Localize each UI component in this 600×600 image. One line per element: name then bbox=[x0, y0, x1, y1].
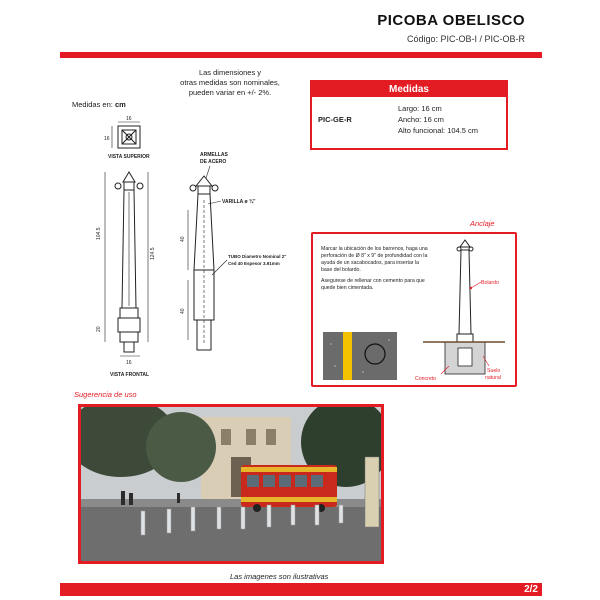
instruction-line: Asegurese de rellenar con cemento para que bbox=[321, 278, 425, 284]
street-scene bbox=[81, 407, 381, 561]
tram bbox=[241, 465, 337, 512]
header-divider bbox=[60, 52, 542, 58]
instruction-line: base del bolardo. bbox=[321, 267, 361, 273]
anclaje-box bbox=[311, 232, 517, 387]
usage-photo bbox=[78, 404, 384, 564]
medidas-box bbox=[310, 80, 508, 150]
instruction-line: quede bien cimentada. bbox=[321, 285, 374, 291]
bolardo-leader bbox=[471, 282, 481, 288]
street bbox=[81, 503, 381, 561]
armellas-label-2: DE ACERO bbox=[200, 159, 227, 165]
instruction-line: ayuda de un sacabocados, para insertar la bbox=[321, 260, 420, 266]
dim-124-5: 124.5 bbox=[150, 247, 156, 260]
anclaje-label: Anclaje bbox=[470, 219, 495, 228]
dim-bottom-16: 16 bbox=[126, 360, 132, 366]
dim-40-b: 40 bbox=[180, 308, 186, 314]
instruction-line: Marcar la ubicación de los barrenos, haga una bbox=[321, 246, 428, 252]
tolerance-note-line: pueden variar en +/- 2%. bbox=[188, 88, 272, 97]
medidas-code: PIC-GE-R bbox=[318, 115, 352, 124]
units-value: cm bbox=[114, 100, 126, 109]
medidas-alto: Alto funcional: 104.5 cm bbox=[398, 126, 479, 135]
vista-superior-label: VISTA SUPERIOR bbox=[108, 154, 150, 160]
footer-bar bbox=[60, 583, 542, 596]
yellow-line bbox=[343, 332, 352, 380]
front-view bbox=[105, 172, 148, 356]
instruction-line: perforación de Ø 8" x 9" de profundidad con la bbox=[321, 253, 428, 259]
armellas-leader bbox=[206, 166, 210, 178]
dim-side-16: 16 bbox=[104, 136, 110, 142]
armellas-label-1: ARMELLAS bbox=[200, 152, 228, 158]
product-code: Código: PIC-OB-I / PIC-OB-R bbox=[406, 34, 525, 44]
tolerance-note-line: otras medidas son nominales, bbox=[180, 78, 280, 87]
dim-104-5: 104.5 bbox=[96, 227, 102, 240]
tree-mid bbox=[146, 412, 216, 482]
section-view bbox=[188, 176, 218, 350]
suelo-label-1: Suelo bbox=[487, 368, 501, 374]
units-label-text: Medidas en: bbox=[72, 100, 113, 109]
varilla-label: VARILLA ø ¾" bbox=[222, 199, 256, 205]
units-label bbox=[72, 100, 126, 109]
tubo-label-2: Ced 40 Espesor 3.91mm bbox=[228, 261, 280, 266]
tubo-label-1: TUBO Diametro Nominal 2" bbox=[228, 254, 287, 259]
installation-diagram bbox=[413, 238, 513, 384]
technical-drawing bbox=[60, 110, 310, 385]
page-number: 2/2 bbox=[524, 584, 538, 595]
product-title: PICOBA OBELISCO bbox=[377, 12, 525, 29]
vista-frontal-label: VISTA FRONTAL bbox=[110, 372, 150, 378]
suelo-label-2: natural bbox=[485, 375, 501, 381]
pavement bbox=[323, 332, 397, 380]
medidas-ancho: Ancho: 16 cm bbox=[398, 115, 444, 124]
tolerance-note-line: Las dimensiones y bbox=[198, 68, 262, 77]
dim-20: 20 bbox=[96, 326, 102, 332]
bolardo-label: Bolardo bbox=[481, 280, 499, 286]
medidas-title: Medidas bbox=[312, 82, 506, 97]
concreto-label: Concreto bbox=[415, 376, 437, 382]
dim-40-a: 40 bbox=[180, 236, 186, 242]
tolerance-note bbox=[165, 68, 295, 98]
top-view bbox=[112, 122, 140, 148]
caption: Las imagenes son ilustrativas bbox=[230, 572, 329, 581]
medidas-largo: Largo: 16 cm bbox=[398, 104, 442, 113]
dim-top-16: 16 bbox=[126, 116, 132, 122]
anchor-pipe bbox=[458, 348, 472, 366]
sign-panel bbox=[365, 457, 379, 527]
drilling-photo bbox=[323, 332, 397, 380]
bollard-drawing bbox=[457, 240, 473, 348]
sugerencia-label: Sugerencia de uso bbox=[74, 390, 137, 399]
